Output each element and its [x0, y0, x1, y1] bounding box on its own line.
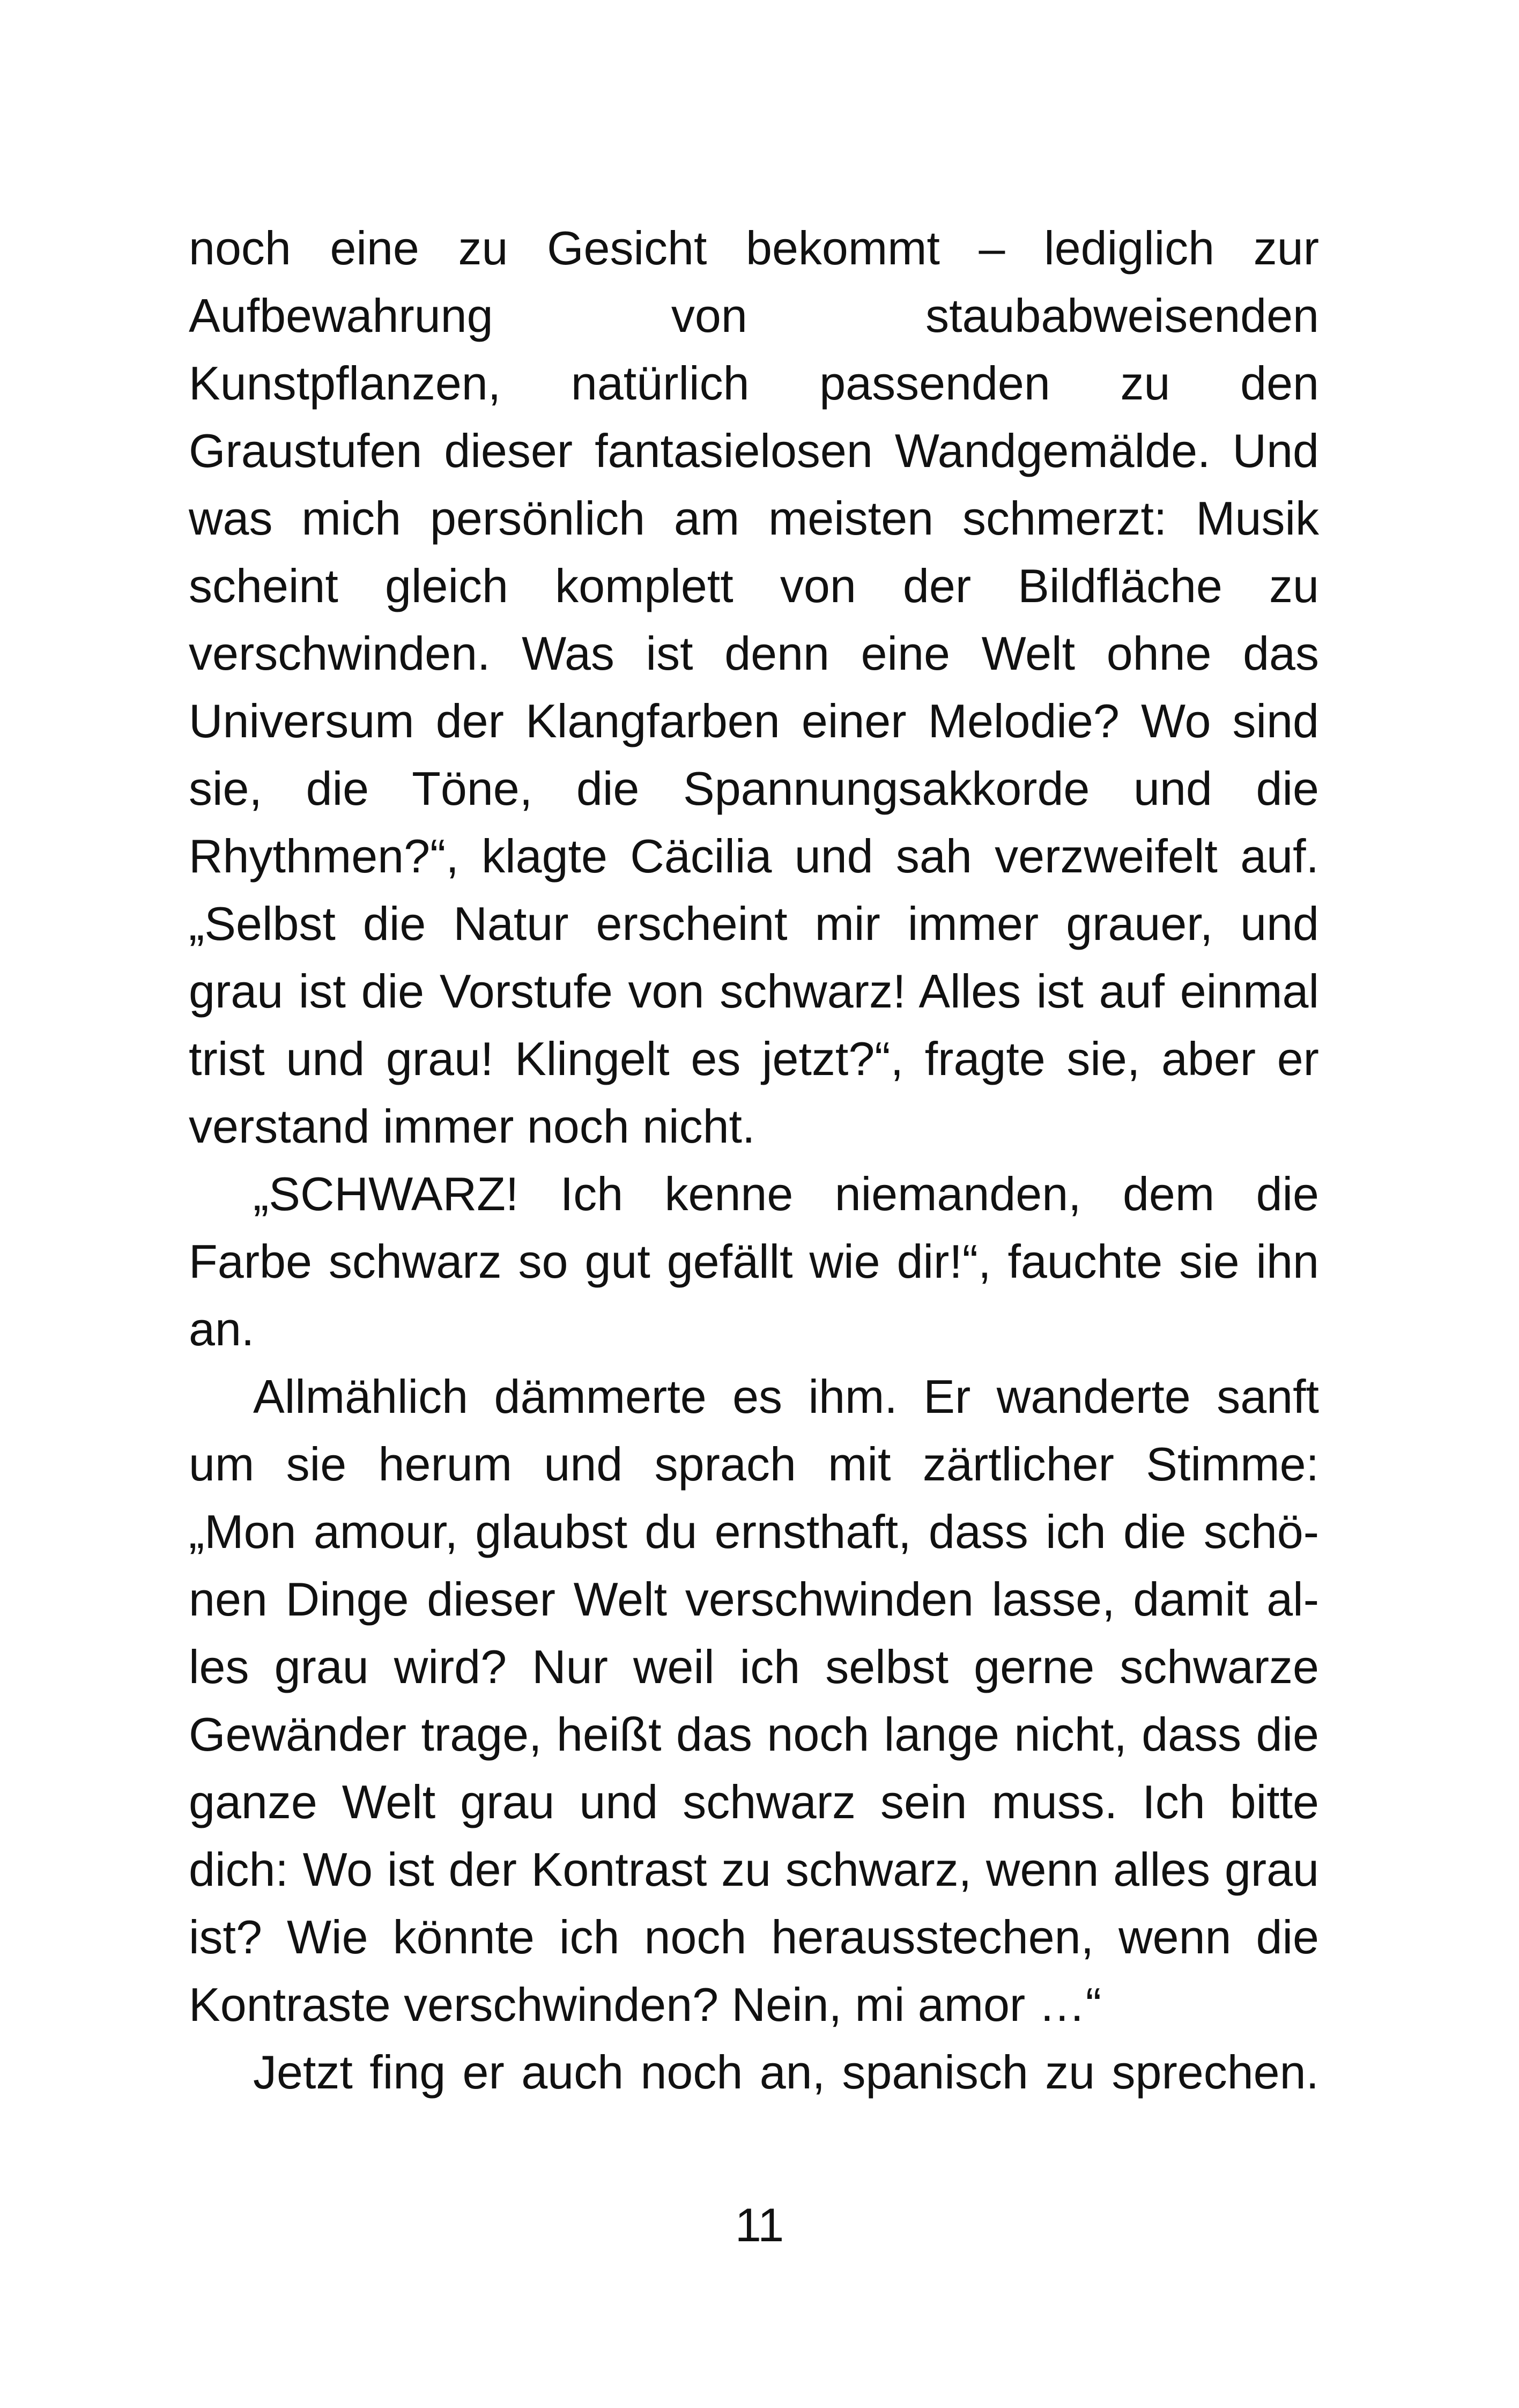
text-line: Gewänder trage, heißt das noch lange nicht, dass die	[189, 1708, 1319, 1761]
text-line: was mich persönlich am meisten schmerzt: Musik	[189, 492, 1319, 545]
paragraph-start-line: „SCHWARZ! Ich kenne niemanden, dem die	[253, 1167, 1319, 1220]
text-line: dich: Wo ist der Kontrast zu schwarz, wenn alles grau	[189, 1843, 1319, 1896]
text-line: verstand immer noch nicht.	[189, 1100, 755, 1153]
text-line: um sie herum und sprach mit zärtlicher Stimme:	[189, 1438, 1319, 1491]
text-line: noch eine zu Gesicht bekommt – lediglich zur	[189, 221, 1319, 275]
text-line: trist und grau! Klingelt es jetzt?“, fragte sie, aber er	[189, 1032, 1319, 1085]
text-line: „Selbst die Natur erscheint mir immer grauer, und	[189, 897, 1319, 950]
text-line: les grau wird? Nur weil ich selbst gerne schwarze	[189, 1640, 1319, 1693]
text-line: ist? Wie könnte ich noch herausstechen, wenn die	[189, 1910, 1319, 1964]
text-line: Farbe schwarz so gut gefällt wie dir!“, fauchte sie ihn	[189, 1235, 1319, 1288]
paragraph-start-line: Jetzt fing er auch noch an, spanisch zu sprechen.	[253, 2046, 1319, 2099]
text-line: an.	[189, 1302, 255, 1355]
text-line: Kontraste verschwinden? Nein, mi amor …“	[189, 1978, 1101, 2031]
text-line: Kunstpflanzen, natürlich passenden zu den	[189, 357, 1319, 410]
text-line: Universum der Klangfarben einer Melodie? Wo sind	[189, 694, 1319, 747]
text-line: Graustufen dieser fantasielosen Wandgemälde. Und	[189, 424, 1319, 477]
text-line: Aufbewahrung von staubabweisenden	[189, 289, 1319, 342]
text-line: verschwinden. Was ist denn eine Welt ohne das	[189, 627, 1319, 680]
text-line: nen Dinge dieser Welt verschwinden lasse, damit al-	[189, 1573, 1319, 1626]
paragraph-start-line: Allmählich dämmerte es ihm. Er wanderte sanft	[253, 1370, 1319, 1423]
text-line: ganze Welt grau und schwarz sein muss. Ich bitte	[189, 1775, 1319, 1828]
body-text	[189, 214, 1319, 2106]
text-line: scheint gleich komplett von der Bildfläche zu	[189, 559, 1319, 612]
text-line: „Mon amour, glaubst du ernsthaft, dass ich die schö-	[189, 1505, 1319, 1558]
text-line: grau ist die Vorstufe von schwarz! Alles ist auf einmal	[189, 965, 1319, 1018]
text-line: sie, die Töne, die Spannungsakkorde und die	[189, 762, 1319, 815]
text-line: Rhythmen?“, klagte Cäcilia und sah verzweifelt auf.	[189, 829, 1319, 883]
page-number: 11	[735, 2198, 784, 2251]
